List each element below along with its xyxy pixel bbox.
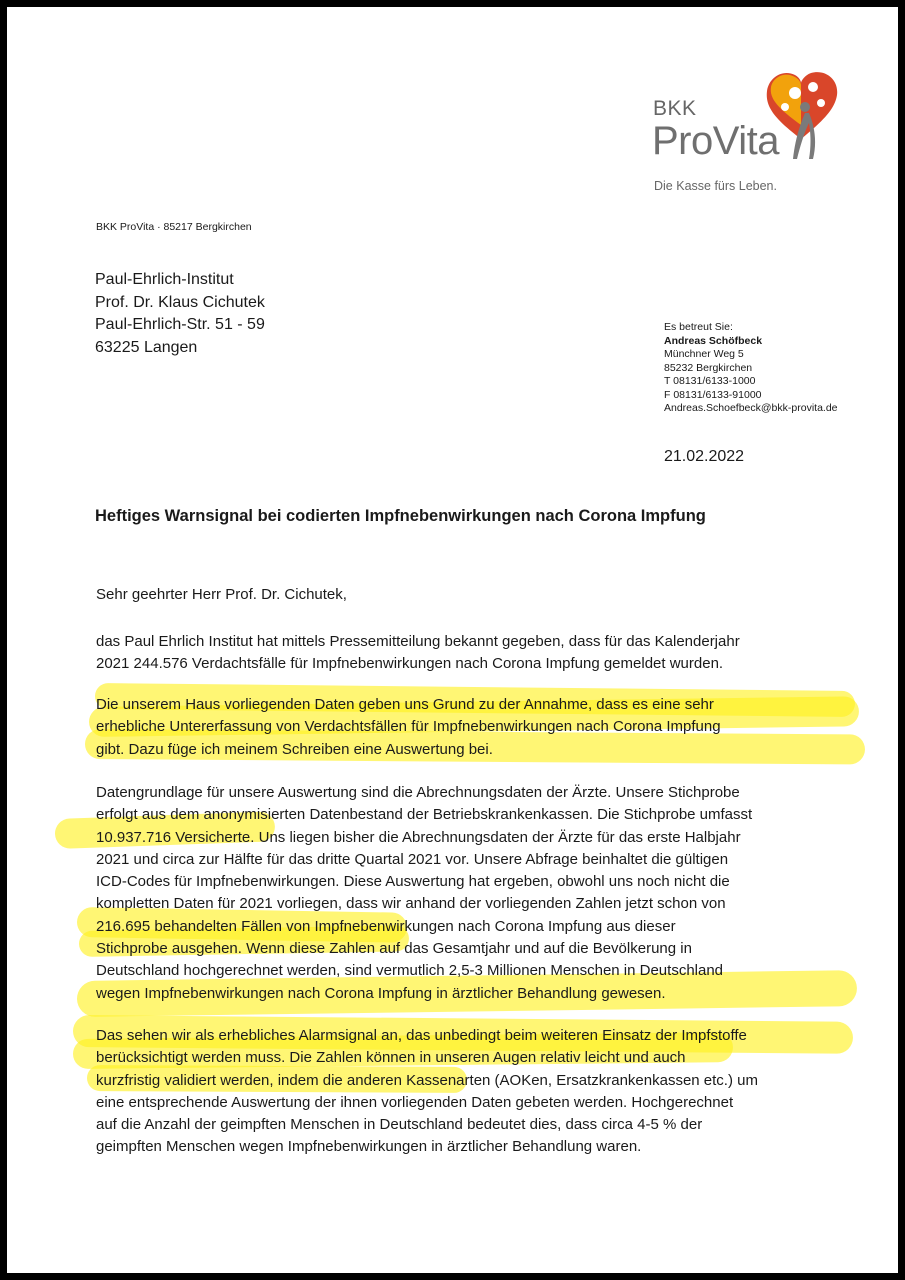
contact-city: 85232 Bergkirchen	[664, 361, 753, 374]
contact-email[interactable]: Andreas.Schoefbeck@bkk-provita.de	[664, 402, 838, 414]
text-line: erfolgt aus dem anonymisierten Datenbestand der Betriebskrankenkassen. Die Stichprobe umfasst	[96, 806, 753, 824]
text-line: auf die Anzahl der geimpften Menschen in Deutschland bedeutet dies, dass circa 4-5 % der	[96, 1116, 703, 1134]
text-line: das Paul Ehrlich Institut hat mittels Pressemitteilung bekannt gegeben, dass für das Kalenderjahr	[96, 633, 740, 650]
recipient-address	[95, 269, 265, 359]
paragraph-4	[96, 1025, 758, 1159]
text-line: 2021 und circa zur Hälfte für das dritte Quartal 2021 vor. Unsere Abfrage beinhaltet die gültigen	[96, 850, 729, 868]
logo-brand-large: ProVita	[652, 119, 779, 163]
text-line: erhebliche Untererfassung von Verdachtsfällen für Impfnebenwirkungen nach Corona Impfung	[96, 718, 721, 736]
letter-page	[7, 7, 898, 1273]
paragraph-1	[96, 631, 740, 676]
logo-tagline: Die Kasse fürs Leben.	[654, 179, 777, 193]
contact-phone: T 08131/6133-1000	[664, 375, 756, 387]
paragraph-3	[96, 782, 752, 1005]
text-line: Die unserem Haus vorliegenden Daten geben uns Grund zu der Annahme, dass es eine sehr	[96, 696, 714, 713]
logo-brand-small: BKK	[653, 97, 697, 120]
recipient-institution: Paul-Ehrlich-Institut	[95, 271, 234, 288]
recipient-street: Paul-Ehrlich-Str. 51 - 59	[95, 316, 265, 333]
text-line: wegen Impfnebenwirkungen nach Corona Impfung in ärztlicher Behandlung gewesen.	[96, 984, 666, 1002]
text-line: 216.695 behandelten Fällen von Impfnebenwirkungen nach Corona Impfung aus dieser	[96, 917, 676, 935]
text-line: 10.937.716 Versicherte. Uns liegen bisher die Abrechnungsdaten der Ärzte für das erste Halbjahr	[96, 828, 741, 846]
contact-name: Andreas Schöfbeck	[664, 334, 763, 347]
text-line: gibt. Dazu füge ich meinem Schreiben eine Auswertung bei.	[96, 740, 493, 758]
text-line: berücksichtigt werden muss. Die Zahlen können in unseren Augen relativ leicht und auch	[96, 1049, 686, 1067]
text-line: kompletten Daten für 2021 vorliegen, dass wir anhand der vorliegenden Zahlen jetzt schon von	[96, 895, 726, 913]
text-line: Stichprobe ausgehen. Wenn diese Zahlen auf das Gesamtjahr und auf die Bevölkerung in	[96, 940, 692, 958]
letter-subject: Heftiges Warnsignal bei codierten Impfnebenwirkungen nach Corona Impfung	[95, 507, 706, 525]
recipient-city: 63225 Langen	[95, 338, 198, 356]
sender-line: BKK ProVita · 85217 Bergkirchen	[96, 221, 252, 233]
contact-block	[664, 321, 838, 416]
text-line: ICD-Codes für Impfnebenwirkungen. Diese Auswertung hat ergeben, obwohl uns noch nicht die	[96, 873, 730, 891]
paragraph-2	[96, 694, 721, 761]
text-line: eine entsprechende Auswertung der ihnen vorliegenden Daten gebeten werden. Hochgerechnet	[96, 1093, 734, 1111]
contact-intro: Es betreut Sie:	[664, 321, 733, 333]
text-line: geimpften Menschen wegen Impfnebenwirkungen in ärztlicher Behandlung waren.	[96, 1138, 642, 1156]
text-line: Deutschland hochgerechnet werden, sind vermutlich 2,5-3 Millionen Menschen in Deutschland	[96, 962, 724, 980]
recipient-person: Prof. Dr. Klaus Cichutek	[95, 293, 265, 311]
text-line: 2021 244.576 Verdachtsfälle für Impfnebenwirkungen nach Corona Impfung gemeldet wurden.	[96, 655, 724, 673]
contact-fax: F 08131/6133-91000	[664, 388, 762, 401]
contact-street: Münchner Weg 5	[664, 348, 744, 360]
letter-date: 21.02.2022	[664, 448, 745, 465]
text-line: Das sehen wir als erhebliches Alarmsignal an, das unbedingt beim weiteren Einsatz der Impfstoffe	[96, 1027, 747, 1044]
salutation: Sehr geehrter Herr Prof. Dr. Cichutek,	[96, 586, 347, 603]
text-line: Datengrundlage für unsere Auswertung sind die Abrechnungsdaten der Ärzte. Unsere Stichprobe	[96, 784, 740, 801]
text-line: kurzfristig validiert werden, indem die anderen Kassenarten (AOKen, Ersatzkrankenkassen etc.) um	[96, 1071, 758, 1089]
